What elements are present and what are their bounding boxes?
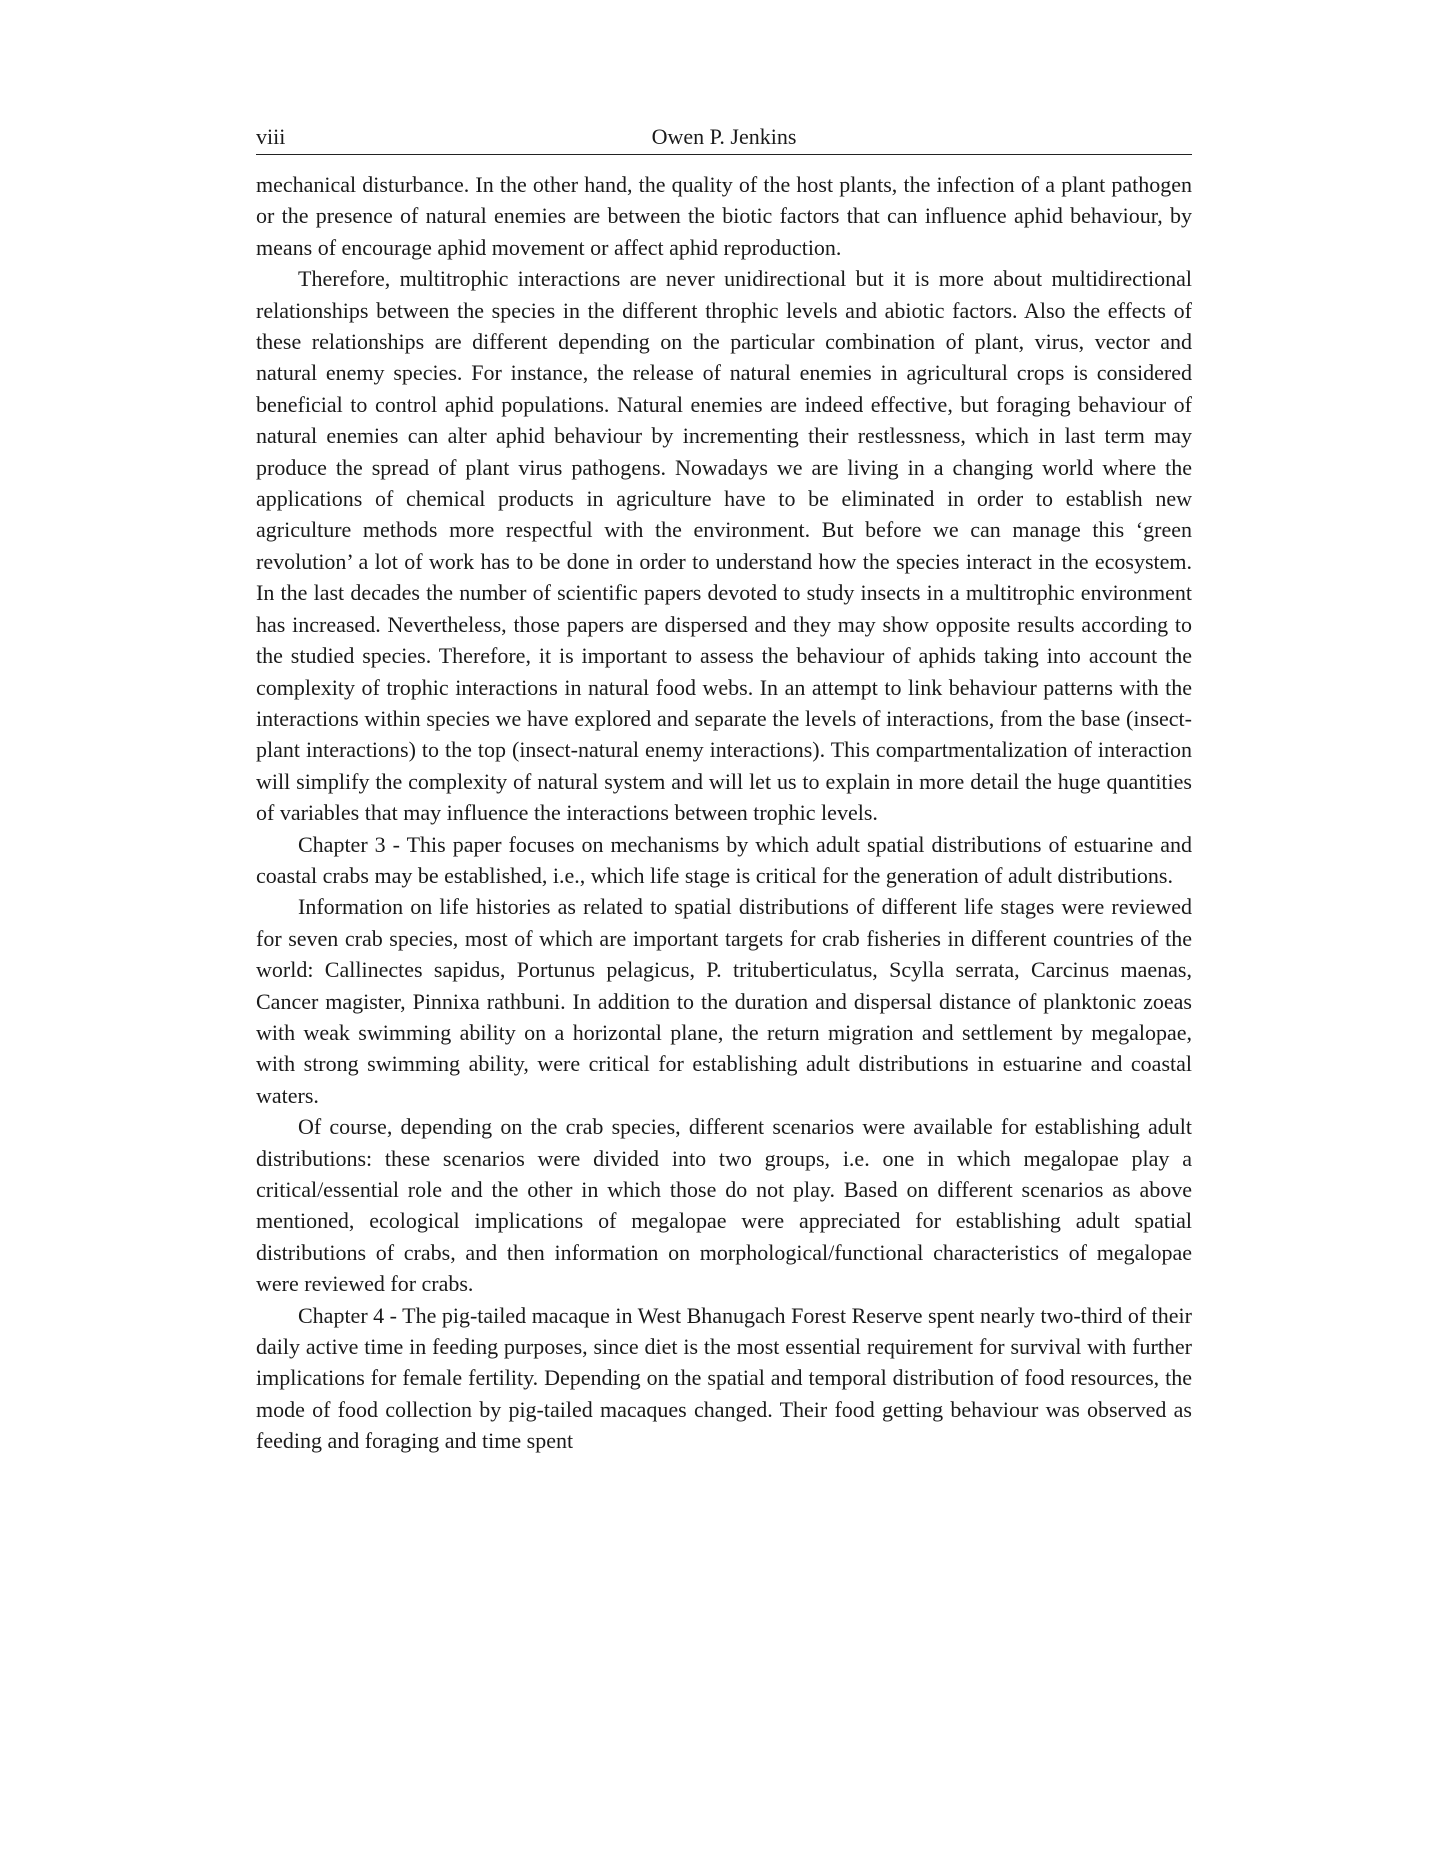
- body-text: [256, 169, 1192, 1457]
- running-head: [256, 120, 1192, 155]
- page-number: viii: [256, 124, 286, 149]
- paragraph-crab-life-histories: Information on life histories as related to spatial distributions of different life stages were reviewed for seven crab species, most of which are important targets for crab fisheries in different countries of the world: Callinectes sapidus, Portunus pelagicus, P. trituberticulatus, Scylla serrata, Carcinus maenas, Cancer magister, Pinnixa rathbuni. In addition to the duration and dispersal distance of planktonic zoeas with weak swimming ability on a horizontal plane, the return migration and settlement by megalopae, with strong swimming ability, were critical for establishing adult distributions in estuarine and coastal waters.: [256, 894, 1192, 1108]
- paragraph-multitrophic-interactions: Therefore, multitrophic interactions are never unidirectional but it is more about multidirectional relationships between the species in the different throphic levels and abiotic factors. Also the effects of these relationships are different depending on the particular combination of plant, virus, vector and natural enemy species. For instance, the release of natural enemies in agricultural crops is considered beneficial to control aphid populations. Natural enemies are indeed effective, but foraging behaviour of natural enemies can alter aphid behaviour by incrementing their restlessness, which in last term may produce the spread of plant virus pathogens. Nowadays we are living in a changing world where the applications of chemical products in agriculture have to be eliminated in order to establish new agriculture methods more respectful with the environment. But before we can manage this ‘green revolution’ a lot of work has to be done in order to understand how the species interact in the ecosystem. In the last decades the number of scientific papers devoted to study insects in a multitrophic environment has increased. Nevertheless, those papers are dispersed and they may show opposite results according to the studied species. Therefore, it is important to assess the behaviour of aphids taking into account the complexity of trophic interactions in natural food webs. In an attempt to link behaviour patterns with the interactions within species we have explored and separate the levels of interactions, from the base (insect-plant interactions) to the top (insect-natural enemy interactions). This compartmentalization of interaction will simplify the complexity of natural system and will let us to explain in more detail the huge quantities of variables that may influence the interactions between trophic levels.: [256, 266, 1192, 826]
- paragraph-continued: mechanical disturbance. In the other hand, the quality of the host plants, the infection of a plant pathogen or the presence of natural enemies are between the biotic factors that can influence aphid behaviour, by means of encourage aphid movement or affect aphid reproduction.: [256, 172, 1192, 260]
- paragraph-crab-scenarios: Of course, depending on the crab species, different scenarios were available for establishing adult distributions: these scenarios were divided into two groups, i.e. one in which megalopae play a critical/essential role and the other in which those do not play. Based on different scenarios as above mentioned, ecological implications of megalopae were appreciated for establishing adult spatial distributions of crabs, and then information on morphological/functional characteristics of megalopae were reviewed for crabs.: [256, 1114, 1192, 1297]
- running-title: Owen P. Jenkins: [651, 124, 797, 149]
- paragraph-chapter-4: Chapter 4 - The pig-tailed macaque in West Bhanugach Forest Reserve spent nearly two-third of their daily active time in feeding purposes, since diet is the most essential requirement for survival with further implications for female fertility. Depending on the spatial and temporal distribution of food resources, the mode of food collection by pig-tailed macaques changed. Their food getting behaviour was observed as feeding and foraging and time spent: [256, 1302, 1192, 1454]
- paragraph-chapter-3: Chapter 3 - This paper focuses on mechanisms by which adult spatial distributions of estuarine and coastal crabs may be established, i.e., which life stage is critical for the generation of adult distributions.: [256, 831, 1192, 888]
- page: [256, 120, 1192, 1457]
